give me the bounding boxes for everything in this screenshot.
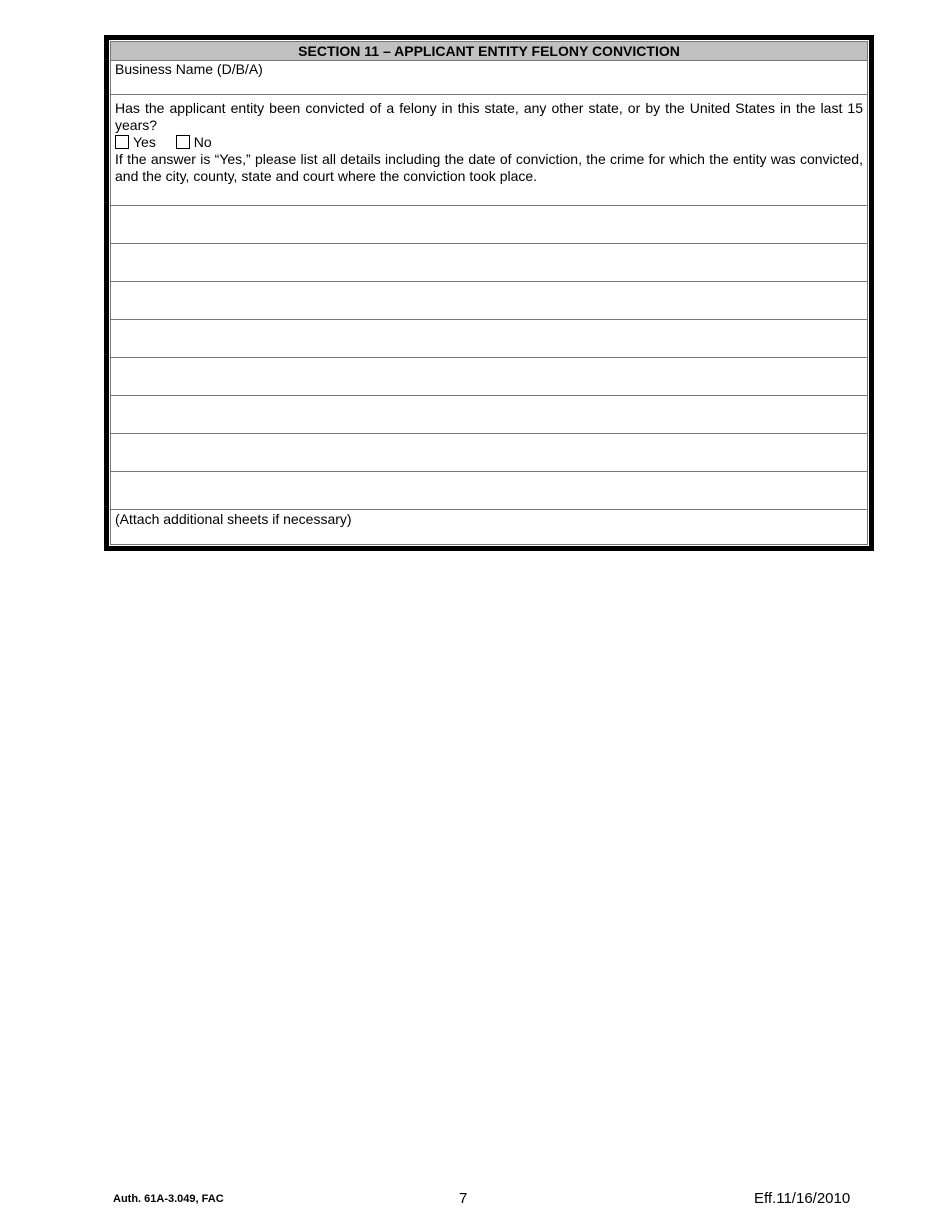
attach-note: (Attach additional sheets if necessary): [115, 511, 352, 527]
checkbox-icon: [176, 135, 190, 149]
checkbox-icon: [115, 135, 129, 149]
details-line-7[interactable]: [111, 434, 867, 472]
section-title: SECTION 11 – APPLICANT ENTITY FELONY CONVICTION: [111, 42, 867, 61]
question-text: Has the applicant entity been convicted of a felony in this state, any other state, or by the United States in the last 15 years?: [115, 100, 863, 133]
details-line-4[interactable]: [111, 320, 867, 358]
details-line-3[interactable]: [111, 282, 867, 320]
details-line-1[interactable]: [111, 206, 867, 244]
details-line-2[interactable]: [111, 244, 867, 282]
details-line-5[interactable]: [111, 358, 867, 396]
yes-checkbox[interactable]: Yes: [115, 134, 156, 150]
business-name-field[interactable]: [111, 61, 867, 95]
felony-question: [111, 95, 867, 206]
no-checkbox[interactable]: No: [176, 134, 212, 150]
instructions-text: If the answer is “Yes,” please list all details including the date of conviction, the crime for which the entity was convicted, and the city, county, state and court where the conviction took place.: [115, 151, 863, 184]
details-line-6[interactable]: [111, 396, 867, 434]
footer-authority: Auth. 61A-3.049, FAC: [113, 1193, 224, 1205]
section-box: [104, 35, 874, 551]
answer-options: [115, 134, 863, 151]
footer-effective-date: Eff.11/16/2010: [754, 1190, 851, 1207]
page-number: 7: [459, 1190, 468, 1207]
details-line-8[interactable]: [111, 472, 867, 510]
business-name-label: Business Name (D/B/A): [115, 61, 263, 77]
